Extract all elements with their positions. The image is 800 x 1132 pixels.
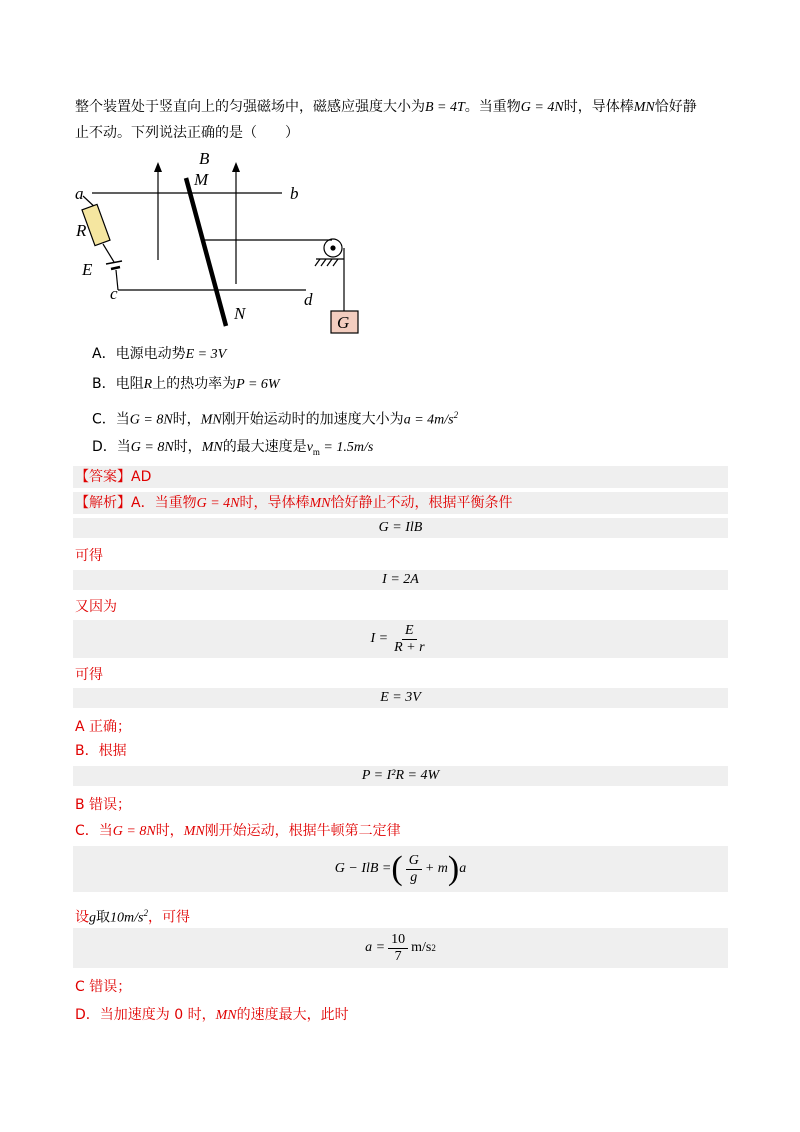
battery-short-plate [111, 267, 120, 269]
analysis-line-a [75, 492, 512, 515]
equation-2-text: I = 2A [382, 572, 419, 587]
analysis-d-var: MN [215, 1008, 237, 1023]
analysis-a-math: G = 4N [196, 496, 240, 511]
rod-label: MN [633, 100, 655, 115]
option-c: C．当G = 8N时，MN刚开始运动时的加速度大小为$a = 4m/s^2$ [92, 410, 459, 428]
question-text-a: 整个装置处于竖直向上的匀强磁场中，磁感应强度大小为 [75, 99, 425, 115]
analysis-a-var: MN [309, 496, 331, 511]
equation-6-numerator: G [406, 853, 422, 870]
analysis-line-d [75, 1004, 349, 1027]
pulley-axle [331, 246, 335, 250]
equation-7-numerator: 10 [388, 932, 408, 949]
equation-7-lhs: a = [365, 940, 386, 955]
option-b-text-1: B．电阻 [92, 376, 144, 392]
label-n: N [234, 304, 246, 323]
left-wire-mid [103, 244, 114, 262]
analysis-d-text-2: 的速度最大，此时 [236, 1007, 349, 1023]
option-b [92, 373, 280, 396]
she-g: g [89, 910, 96, 926]
option-d-text-1: D．当 [92, 439, 131, 455]
label-c: c [110, 284, 118, 303]
label-b-field: B [199, 149, 210, 168]
label-b-point: b [290, 184, 299, 203]
option-a [92, 343, 226, 366]
kede-1: 可得 [75, 548, 103, 564]
equation-6-lhs: G − IlB = [334, 861, 392, 876]
equation-7-denominator: 7 [394, 948, 402, 964]
option-d-math-sub: m [312, 446, 320, 457]
equation-4-text: E = 3V [380, 690, 421, 705]
analysis-c-text-2: 时， [155, 823, 184, 839]
label-g: G [337, 313, 350, 332]
equation-3-lhs: I = [370, 631, 389, 646]
equation-4 [73, 688, 728, 708]
equation-6-tail: + m [424, 861, 448, 876]
rod-mn [186, 178, 226, 326]
youyin: 又因为 [75, 599, 117, 615]
answer-tag: 【答案】 [75, 469, 131, 485]
option-c-math-2: a = 4m/s [403, 412, 454, 428]
analysis-c-text-1: C．当 [75, 823, 113, 839]
analysis-a-text-2: 时，导体棒 [239, 495, 310, 511]
weight-eq: G = 4N [520, 100, 564, 115]
equation-3-numerator: E [402, 623, 417, 640]
question-line-1 [75, 96, 697, 119]
analysis-c-text-3: 刚开始运动，根据牛顿第二定律 [204, 823, 401, 839]
c-wrong: C 错误； [75, 979, 132, 995]
b-gen: B．根据 [75, 743, 127, 759]
option-b-text-2: 上的热功率为 [152, 376, 237, 392]
b-field-eq: B = 4T [425, 100, 465, 115]
answer-value: AD [131, 469, 152, 485]
equation-3 [73, 620, 728, 658]
option-b-var: R [143, 377, 153, 392]
analysis-a-text-3: 恰好静止不动，根据平衡条件 [330, 495, 513, 511]
equation-6-a: a [459, 861, 467, 876]
option-d [92, 436, 373, 463]
she-g-line: 设g取$10m/s^2$，可得 [75, 908, 190, 926]
equation-5-text: P = I²R = 4W [361, 768, 440, 783]
option-d-math-v: v [306, 440, 313, 455]
analysis-tag: 【解析】 [75, 495, 131, 511]
option-a-text: A．电源电动势 [92, 346, 186, 362]
equation-6: G − IlB = ( $\frac{G}{g}$ + m ) a [73, 846, 728, 892]
label-e: E [82, 260, 93, 279]
analysis-d-text-1: D．当加速度为 0 时， [75, 1007, 216, 1023]
kede-2: 可得 [75, 667, 103, 683]
analysis-a-text-1: A．当重物 [131, 495, 197, 511]
option-b-math: P = 6W [236, 377, 280, 392]
she-text-2: 取 [96, 909, 110, 926]
answer-line [75, 466, 151, 488]
analysis-line-c [75, 820, 401, 843]
equation-6-fraction [406, 853, 422, 886]
she-val: 10m/s [110, 910, 144, 926]
option-d-var: MN [201, 440, 223, 455]
equation-7: a = $\frac{10}{7}$ m/s 2 [73, 928, 728, 968]
answer-shade [73, 466, 728, 488]
b-wrong: B 错误； [75, 797, 132, 813]
equation-5 [73, 766, 728, 786]
option-d-text-2: 时， [173, 439, 202, 455]
equation-1 [73, 518, 728, 538]
option-d-text-3: 的最大速度是 [222, 439, 307, 455]
she-text-1: 设 [75, 909, 89, 926]
label-m: M [194, 170, 209, 189]
field-arrow-head-2 [232, 162, 240, 172]
analysis-c-math: G = 8N [112, 824, 156, 839]
label-d: d [304, 290, 313, 309]
equation-7-fraction [388, 932, 408, 965]
question-text-b: 。当重物 [464, 99, 521, 115]
option-d-math-2: = 1.5m/s [319, 440, 374, 455]
option-c-text-1: C．当 [92, 411, 130, 428]
analysis-c-var: MN [183, 824, 205, 839]
option-c-var: MN [200, 412, 222, 428]
question-line-2: 止不动。下列说法正确的是（ ） [75, 125, 299, 141]
label-r: R [76, 221, 87, 240]
equation-6-denominator: g [410, 869, 418, 885]
option-d-math-1: G = 8N [130, 440, 174, 455]
a-correct: A 正确； [75, 719, 132, 735]
equation-1-text: G = IlB [378, 520, 423, 535]
equation-2 [73, 570, 728, 590]
option-c-text-2: 时， [172, 411, 201, 428]
label-a: a [75, 184, 84, 203]
option-c-math-1: G = 8N [129, 412, 173, 428]
equation-3-fraction [391, 623, 427, 656]
field-arrow-head-1 [154, 162, 162, 172]
option-a-math: E = 3V [185, 347, 227, 362]
she-text-3: ，可得 [147, 909, 190, 926]
option-c-text-3: 刚开始运动时的加速度大小为 [221, 411, 404, 428]
equation-3-denominator: R + r [394, 639, 425, 655]
question-text-c: 时，导体棒 [563, 99, 634, 115]
question-text-d: 恰好静 [654, 99, 697, 115]
equation-7-unit: m/s [411, 940, 432, 955]
circuit-diagram [70, 148, 370, 338]
